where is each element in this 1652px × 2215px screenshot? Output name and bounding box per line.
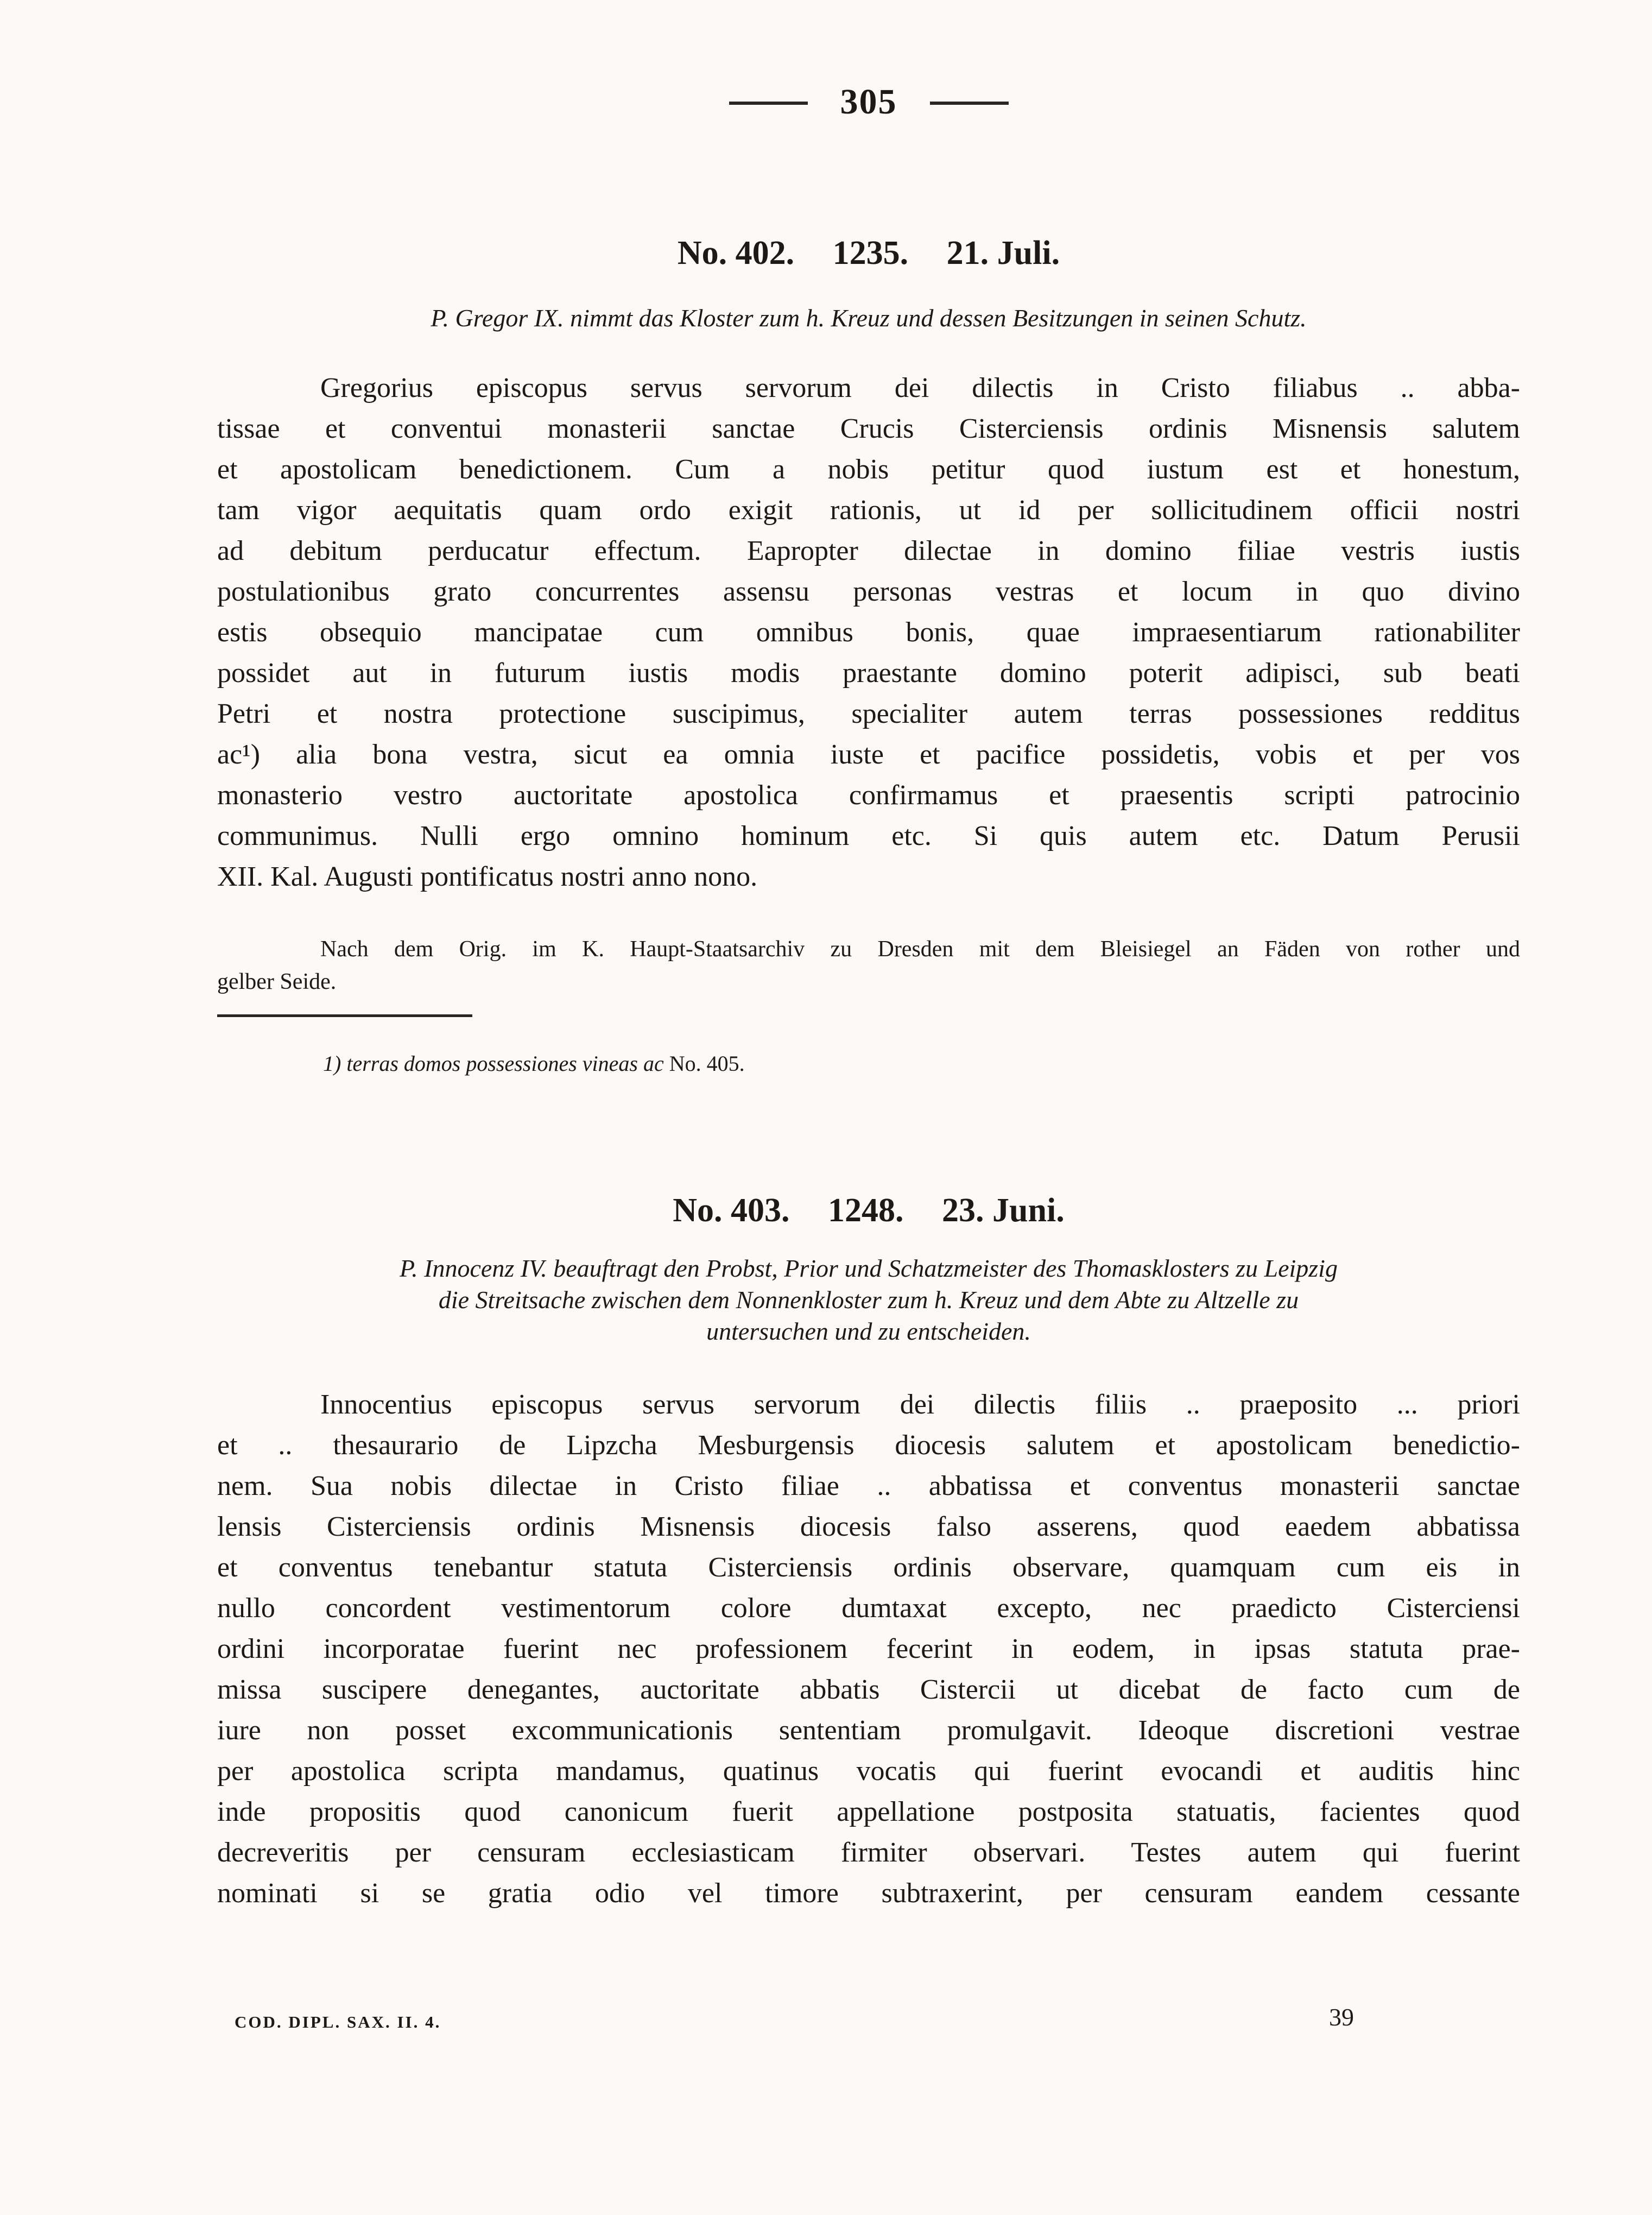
footnote-divider [217,1014,472,1017]
body-line: possidet aut in futurum iustis modis praestante domino poterit adipisci, sub beati [217,658,1520,689]
body-line: ad debitum perducatur effectum. Eapropter dilectae in domino filiae vestris iustis [217,535,1520,566]
body-line: communimus. Nulli ergo omnino hominum etc. Si quis autem etc. Datum Perusii [217,821,1520,851]
series-imprint: COD. DIPL. SAX. II. 4. [235,2012,441,2031]
body-line: tam vigor aequitatis quam ordo exigit rationis, ut id per sollicitudinem officii nostri [217,495,1520,526]
entry-402-number: No. 402. [677,235,795,272]
header-rule-right [930,102,1009,105]
body-line: et conventus tenebantur statuta Cisterciensis ordinis observare, quamquam cum eis in [217,1552,1520,1583]
body-line: per apostolica scripta mandamus, quatinus vocatis qui fuerint evocandi et auditis hinc [217,1756,1520,1787]
header-rule-left [729,102,808,105]
entry-403-subtitle [217,1253,1520,1347]
body-line: iure non posset excommunicationis sententiam promulgavit. Ideoque discretioni vestrae [217,1715,1520,1746]
body-line: tissae et conventui monasterii sanctae Crucis Cisterciensis ordinis Misnensis salutem [217,413,1520,444]
sheet-signature-number: 39 [1329,2003,1354,2031]
entry-402-body [217,368,1520,897]
source-note-line: gelber Seide. [217,969,337,994]
footnote-text: terras domos possessiones vineas ac [346,1051,664,1076]
entry-403-date: 23. Juni. [942,1192,1065,1229]
entry-403-body [217,1384,1520,1914]
body-line: estis obsequio mancipatae cum omnibus bonis, quae impraesentiarum rationabiliter [217,617,1520,648]
body-line: inde propositis quod canonicum fuerit appellatione postposita statuatis, facientes quod [217,1796,1520,1827]
body-line: et .. thesaurario de Lipzcha Mesburgensis diocesis salutem et apostolicam benedictio- [217,1430,1520,1461]
body-line: Petri et nostra protectione suscipimus, specialiter autem terras possessiones redditus [217,698,1520,729]
body-line: nominati si se gratia odio vel timore subtraxerint, per censuram eandem cessante [217,1878,1520,1909]
footnote-marker: 1) [323,1051,341,1076]
body-line: monasterio vestro auctoritate apostolica confirmamus et praesentis scripti patrocinio [217,780,1520,811]
entry-402-date: 21. Juli. [946,235,1060,272]
body-line: Gregorius episcopus servus servorum dei dilectis in Cristo filiabus .. abba- [320,373,1520,403]
footnote-reference: No. 405. [669,1051,745,1076]
source-note-line: Nach dem Orig. im K. Haupt-Staatsarchiv zu Dresden mit dem Bleisiegel an Fäden von rother und [320,937,1520,962]
body-line: missa suscipere denegantes, auctoritate abbatis Cistercii ut dicebat de facto cum de [217,1674,1520,1705]
entry-403-year: 1248. [828,1192,904,1229]
entry-403-number: No. 403. [673,1192,790,1229]
subtitle-line: P. Innocenz IV. beauftragt den Probst, Prior und Schatzmeister des Thomasklosters zu Leipzig [400,1254,1338,1282]
body-line: postulationibus grato concurrentes assensu personas vestras et locum in quo divino [217,576,1520,607]
body-line: et apostolicam benedictionem. Cum a nobis petitur quod iustum est et honestum, [217,454,1520,485]
subtitle-line: untersuchen und zu entscheiden. [706,1317,1031,1345]
page-header [217,81,1520,123]
entry-402-year: 1235. [832,235,909,272]
body-line: lensis Cisterciensis ordinis Misnensis diocesis falso asserens, quod eaedem abbatissa [217,1511,1520,1542]
subtitle-line: die Streitsache zwischen dem Nonnenkloster zum h. Kreuz und dem Abte zu Altzelle zu [438,1286,1299,1314]
body-line: Innocentius episcopus servus servorum dei dilectis filiis .. praeposito ... priori [320,1389,1520,1420]
footnote-1 [217,1051,1520,1076]
body-line: ordini incorporatae fuerint nec professionem fecerint in eodem, in ipsas statuta prae- [217,1633,1520,1664]
body-line: ac¹) alia bona vestra, sicut ea omnia iuste et pacifice possidetis, vobis et per vos [217,739,1520,770]
page-number: 305 [840,82,897,122]
text-block [217,0,1520,1914]
body-line: nem. Sua nobis dilectae in Cristo filiae .. abbatissa et conventus monasterii sanctae [217,1471,1520,1501]
entry-402-source-note [217,933,1520,998]
entry-402-heading [217,234,1520,273]
body-line: nullo concordent vestimentorum colore dumtaxat excepto, nec praedicto Cisterciensi [217,1593,1520,1624]
entry-402-subtitle: P. Gregor IX. nimmt das Kloster zum h. Kreuz und dessen Besitzungen in seinen Schutz. [431,304,1307,332]
body-line: decreveritis per censuram ecclesiasticam firmiter observari. Testes autem qui fuerint [217,1837,1520,1868]
entry-403-heading [217,1191,1520,1230]
body-line: XII. Kal. Augusti pontificatus nostri anno nono. [217,861,758,892]
